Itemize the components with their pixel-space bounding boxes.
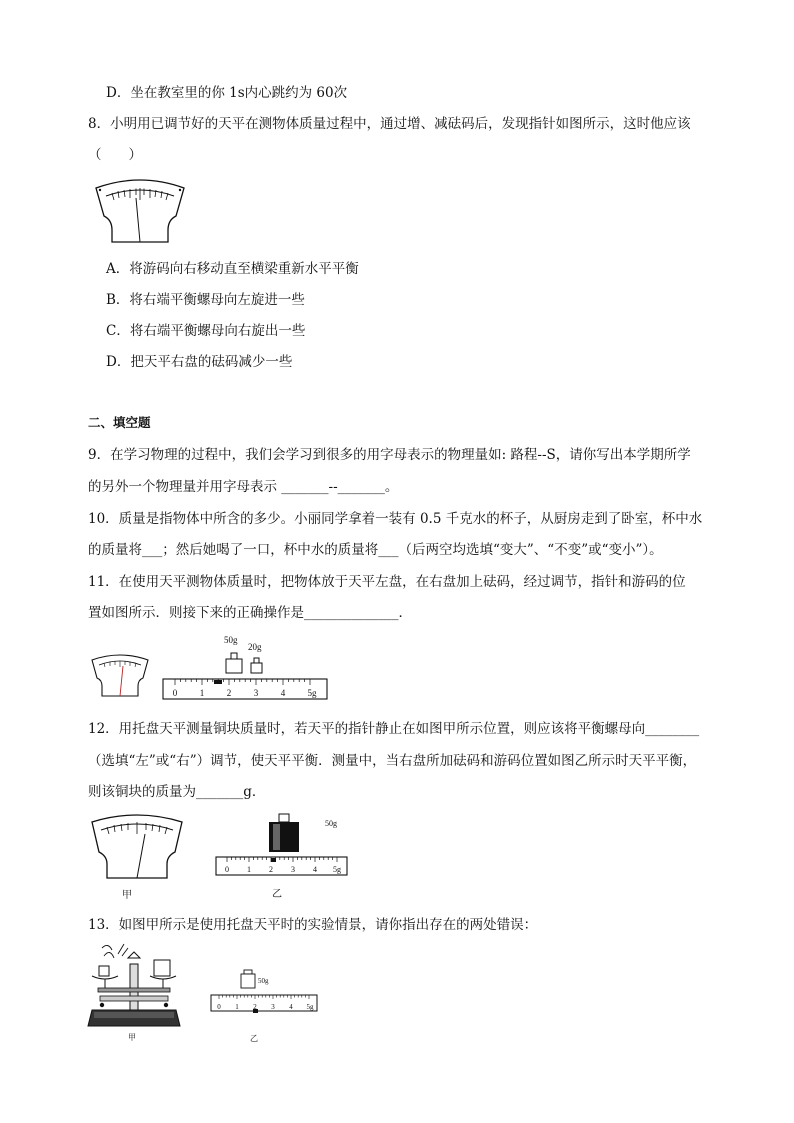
q10-line2: 的质量将___；然后她喝了一口，杯中水的质量将___（后两空均选填“变大”、“不变”或“变小”）。 (88, 542, 663, 558)
q8-option-d: D．把天平右盘的砝码减少一些 (106, 354, 293, 370)
q9-line2: 的另外一个物理量并用字母表示 _______--_______。 (88, 479, 399, 495)
q8-option-a: A．将游码向右移动直至横梁重新水平平衡 (106, 261, 359, 277)
q13-weight (241, 974, 255, 988)
q11-weight2-label: 20g (248, 642, 262, 652)
q12-tick-1: 1 (247, 865, 251, 874)
q12-label-a: 甲 (122, 890, 132, 901)
q13-balance-figure (88, 940, 180, 1044)
q11-tick-2: 2 (226, 688, 232, 698)
q11-rider (214, 680, 222, 684)
q12-line1: 12．用托盘天平测量铜块质量时，若天平的指针静止在如图甲所示位置，则应该将平衡螺母向________ (88, 721, 700, 737)
q13-stem: 13．如图甲所示是使用托盘天平时的实验情景，请你指出存在的两处错误： (88, 917, 538, 933)
q8-option-b: B．将右端平衡螺母向左旋进一些 (106, 292, 305, 308)
q8-paren: （ ） (88, 147, 142, 163)
q12-tick-4: 4 (313, 865, 317, 874)
q12-tick-3: 3 (291, 865, 295, 874)
q8-stem: 8．小明用已调节好的天平在测物体质量过程中，通过增、减砝码后，发现指针如图所示，这时他应该 (88, 116, 691, 132)
q10-line1: 10．质量是指物体中所含的多少。小丽同学拿着一装有 0.5 千克水的杯子，从厨房走到了卧室，杯中水 (88, 511, 703, 527)
q12-tick-0: 0 (225, 865, 229, 874)
q13-tick-2: 2 (253, 1003, 257, 1011)
q8-option-c: C．将右端平衡螺母向右旋出一些 (106, 323, 306, 339)
q9-line1: 9．在学习物理的过程中，我们会学习到很多的用字母表示的物理量如: 路程--S，请你写出本学期所学 (88, 447, 691, 463)
q12-label-b: 乙 (272, 889, 282, 900)
q13-tick-5: 5g (306, 1003, 314, 1011)
q13-tick-0: 0 (217, 1003, 221, 1011)
q11-weight2 (251, 663, 262, 673)
q12-rider (271, 858, 276, 862)
q13-tick-3: 3 (271, 1003, 275, 1011)
q13-label-b: 乙 (250, 1034, 258, 1043)
q11-ruler-figure (162, 632, 328, 700)
q7-option-d: D．坐在教室里的你 1s内心跳约为 60次 (106, 85, 348, 101)
q11-line2: 置如图所示．则接下来的正确操作是______________． (88, 605, 412, 621)
q13-label-a: 甲 (128, 1033, 136, 1042)
q11-tick-0: 0 (172, 688, 178, 698)
q12-line2: （选填“左”或“右”）调节，使天平平衡．测量中，当右盘所加砝码和游码位置如图乙所示时天平平衡， (88, 753, 697, 769)
q8-balance-dial-figure (92, 176, 188, 246)
q12-tick-2: 2 (269, 865, 273, 874)
q11-tick-1: 1 (199, 688, 205, 698)
q12-line3: 则该铜块的质量为_______g． (88, 784, 266, 800)
q12-dial-figure (89, 812, 185, 902)
q11-weight1-label: 50g (224, 635, 238, 645)
q11-tick-5: 5g (307, 688, 317, 698)
q11-tick-4: 4 (280, 688, 286, 698)
q11-line1: 11．在使用天平测物体质量时，把物体放于天平左盘，在右盘加上砝码，经过调节，指针和游码的位 (88, 574, 686, 590)
q11-weight1 (226, 659, 242, 673)
section-title: 二、填空题 (88, 415, 151, 430)
q11-tick-3: 3 (253, 688, 259, 698)
q13-tick-4: 4 (289, 1003, 293, 1011)
q12-tick-5: 5g (333, 865, 341, 874)
q11-dial-figure (90, 652, 150, 698)
q12-ruler-figure (215, 810, 349, 902)
q13-ruler-figure (210, 966, 320, 1044)
q12-weight-label: 50g (325, 819, 337, 828)
q13-weight-label: 50g (258, 977, 269, 985)
q13-tick-1: 1 (235, 1003, 239, 1011)
